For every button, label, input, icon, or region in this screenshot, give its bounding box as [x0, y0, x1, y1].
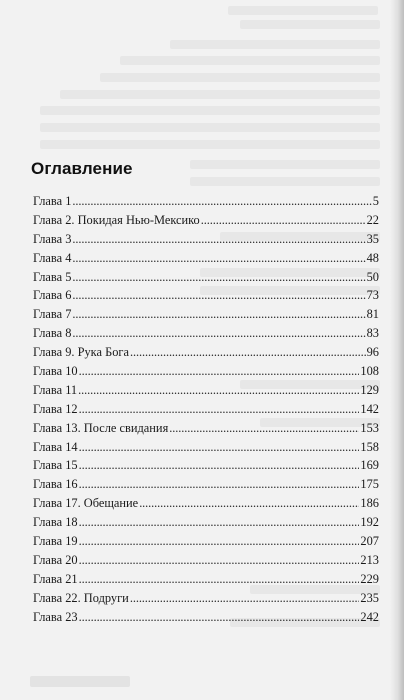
toc-entry-title: Глава 22. Подруги [33, 590, 129, 605]
toc-entry-page: 35 [366, 231, 379, 246]
toc-entry-title: Глава 7 [33, 307, 72, 322]
toc-entry [33, 362, 379, 381]
dot-leader [79, 362, 360, 381]
dot-leader [72, 249, 365, 268]
toc-entry-page: 73 [366, 288, 379, 303]
toc-entry-page: 129 [360, 382, 379, 397]
toc-entry [33, 551, 379, 570]
toc-entry-title: Глава 13. После свидания [33, 420, 169, 435]
dot-leader [72, 230, 365, 249]
toc-entry-title: Глава 21 [33, 571, 78, 586]
toc-entry-page: 22 [366, 212, 379, 227]
toc-entry-title: Глава 23 [33, 609, 78, 624]
toc-entry-page: 50 [366, 269, 379, 284]
dot-leader [79, 438, 360, 457]
toc-entry [33, 305, 379, 324]
dot-leader [72, 286, 365, 305]
toc-entry-title: Глава 11 [33, 382, 78, 397]
toc-entry [33, 589, 379, 608]
toc-entry-page: 108 [360, 364, 379, 379]
toc-entry [33, 532, 379, 551]
dot-leader [169, 419, 359, 438]
dot-leader [139, 494, 359, 513]
toc-entry-title: Глава 10 [33, 364, 78, 379]
toc-entry-page: 48 [366, 250, 379, 265]
toc-entry-title: Глава 16 [33, 477, 78, 492]
toc-entry-page: 175 [360, 477, 379, 492]
toc-entry-title: Глава 18 [33, 515, 78, 530]
toc-entry-page: 142 [360, 401, 379, 416]
table-of-contents [33, 192, 379, 626]
page-edge-shadow [390, 0, 404, 700]
toc-entry-title: Глава 9. Рука Бога [33, 345, 129, 360]
toc-entry-title: Глава 4 [33, 250, 72, 265]
toc-entry-title: Глава 8 [33, 326, 72, 341]
toc-entry-title: Глава 20 [33, 552, 78, 567]
toc-entry [33, 438, 379, 457]
toc-entry-page: 229 [360, 571, 379, 586]
toc-entry-title: Глава 6 [33, 288, 72, 303]
toc-entry [33, 211, 379, 230]
dot-leader [72, 268, 365, 287]
dot-leader [79, 513, 360, 532]
toc-entry-title: Глава 15 [33, 458, 78, 473]
dot-leader [72, 324, 365, 343]
dot-leader [72, 305, 365, 324]
toc-entry [33, 381, 379, 400]
toc-entry-title: Глава 14 [33, 439, 78, 454]
toc-entry-page: 83 [366, 326, 379, 341]
toc-entry [33, 249, 379, 268]
dot-leader [79, 570, 360, 589]
toc-entry-title: Глава 19 [33, 534, 78, 549]
toc-entry-page: 235 [360, 590, 379, 605]
toc-entry [33, 494, 379, 513]
toc-entry-title: Глава 2. Покидая Нью-Мексико [33, 212, 200, 227]
toc-entry [33, 400, 379, 419]
toc-entry [33, 456, 379, 475]
toc-entry-title: Глава 5 [33, 269, 72, 284]
toc-entry-page: 5 [372, 194, 379, 208]
toc-heading: Оглавление [31, 159, 133, 178]
toc-entry-page: 96 [366, 345, 379, 360]
dot-leader [79, 475, 360, 494]
toc-entry-page: 213 [360, 552, 379, 567]
dot-leader [201, 211, 366, 230]
dot-leader [72, 192, 371, 211]
toc-entry-page: 242 [360, 609, 379, 624]
toc-entry-page: 81 [366, 307, 379, 322]
toc-entry [33, 230, 379, 249]
toc-entry [33, 608, 379, 627]
dot-leader [79, 400, 360, 419]
dot-leader [130, 343, 366, 362]
dot-leader [78, 381, 359, 400]
toc-entry-title: Глава 1 [33, 194, 72, 208]
toc-entry [33, 324, 379, 343]
toc-entry [33, 268, 379, 287]
toc-entry [33, 343, 379, 362]
toc-entry [33, 475, 379, 494]
toc-entry-title: Глава 17. Обещание [33, 496, 139, 511]
toc-entry-page: 153 [360, 420, 379, 435]
dot-leader [79, 456, 360, 475]
dot-leader [79, 608, 360, 627]
toc-entry-page: 186 [360, 496, 379, 511]
toc-entry-page: 207 [360, 534, 379, 549]
toc-entry [33, 286, 379, 305]
toc-entry-title: Глава 12 [33, 401, 78, 416]
dot-leader [130, 589, 360, 608]
toc-entry-page: 158 [360, 439, 379, 454]
toc-entry-title: Глава 3 [33, 231, 72, 246]
toc-entry [33, 419, 379, 438]
toc-entry-page: 169 [360, 458, 379, 473]
toc-entry [33, 570, 379, 589]
toc-entry [33, 513, 379, 532]
dot-leader [79, 551, 360, 570]
toc-entry [33, 192, 379, 211]
dot-leader [79, 532, 360, 551]
toc-entry-page: 192 [360, 515, 379, 530]
